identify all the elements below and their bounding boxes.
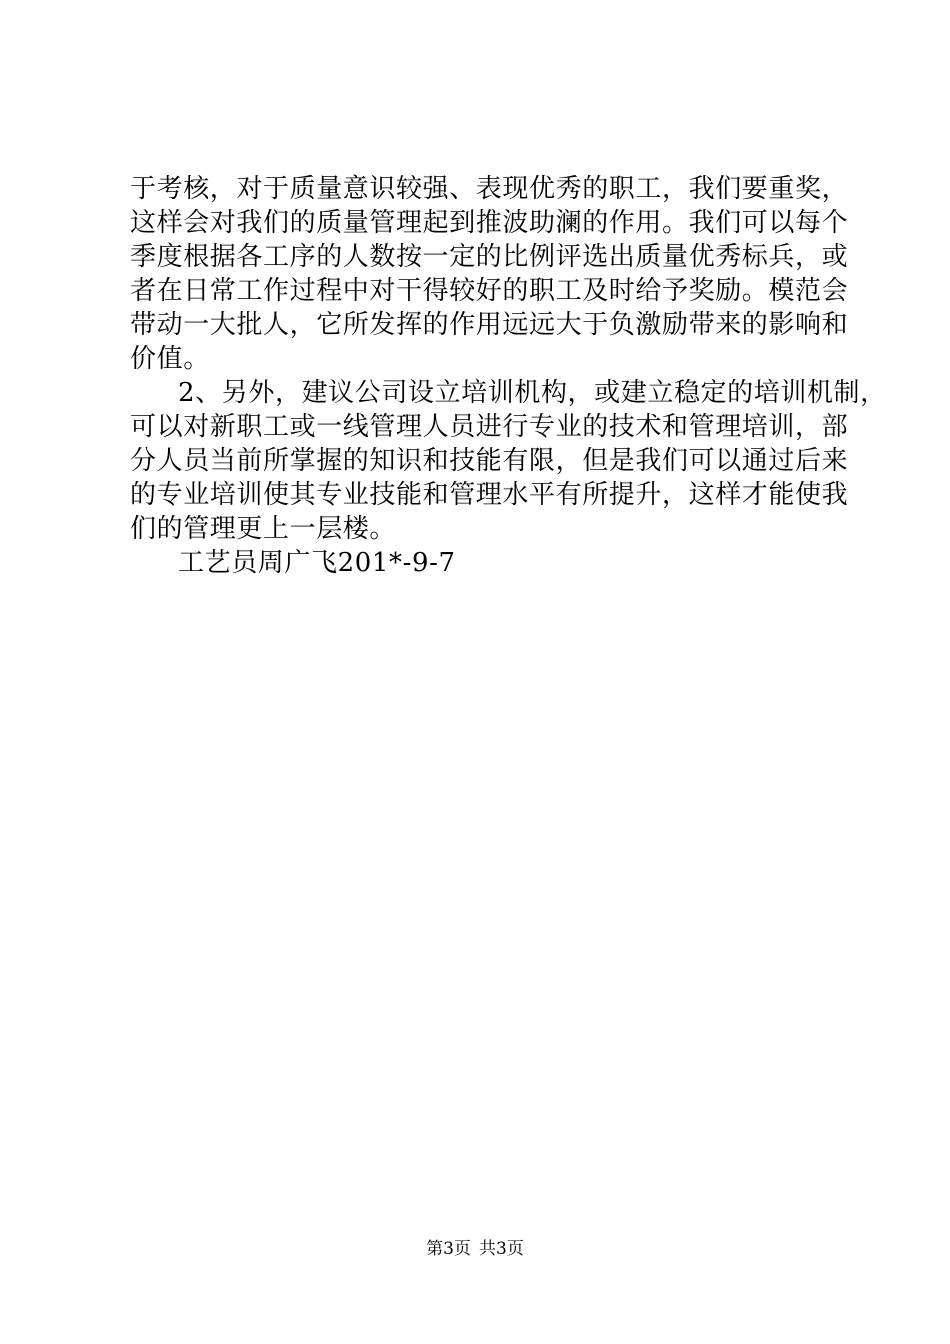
- text-line: 的专业培训使其专业技能和管理水平有所提升，这样才能使我: [130, 480, 849, 510]
- text-line: 价值。: [130, 344, 210, 374]
- text-line: 于考核，对于质量意识较强、表现优秀的职工，我们要重奖，: [130, 174, 849, 204]
- text-line: 分人员当前所掌握的知识和技能有限，但是我们可以通过后来: [130, 446, 849, 476]
- signature-line: 工艺员周广飞201*-9-7: [178, 548, 456, 578]
- text-line: 们的管理更上一层楼。: [130, 514, 397, 544]
- text-line: 可以对新职工或一线管理人员进行专业的技术和管理培训，部: [130, 412, 849, 442]
- text-line: 这样会对我们的质量管理起到推波助澜的作用。我们可以每个: [130, 208, 849, 238]
- text-line: 带动一大批人，它所发挥的作用远远大于负激励带来的影响和: [130, 310, 849, 340]
- text-line: 季度根据各工序的人数按一定的比例评选出质量优秀标兵，或: [130, 242, 849, 272]
- page-total: 共3页: [479, 1239, 524, 1259]
- document-body: [130, 172, 887, 580]
- page-footer: [0, 1238, 950, 1260]
- page-number: 第3页: [426, 1239, 471, 1259]
- paragraph-start-line: 2、另外，建议公司设立培训机构，或建立稳定的培训机制，: [178, 378, 887, 408]
- text-line: 者在日常工作过程中对干得较好的职工及时给予奖励。模范会: [130, 276, 849, 306]
